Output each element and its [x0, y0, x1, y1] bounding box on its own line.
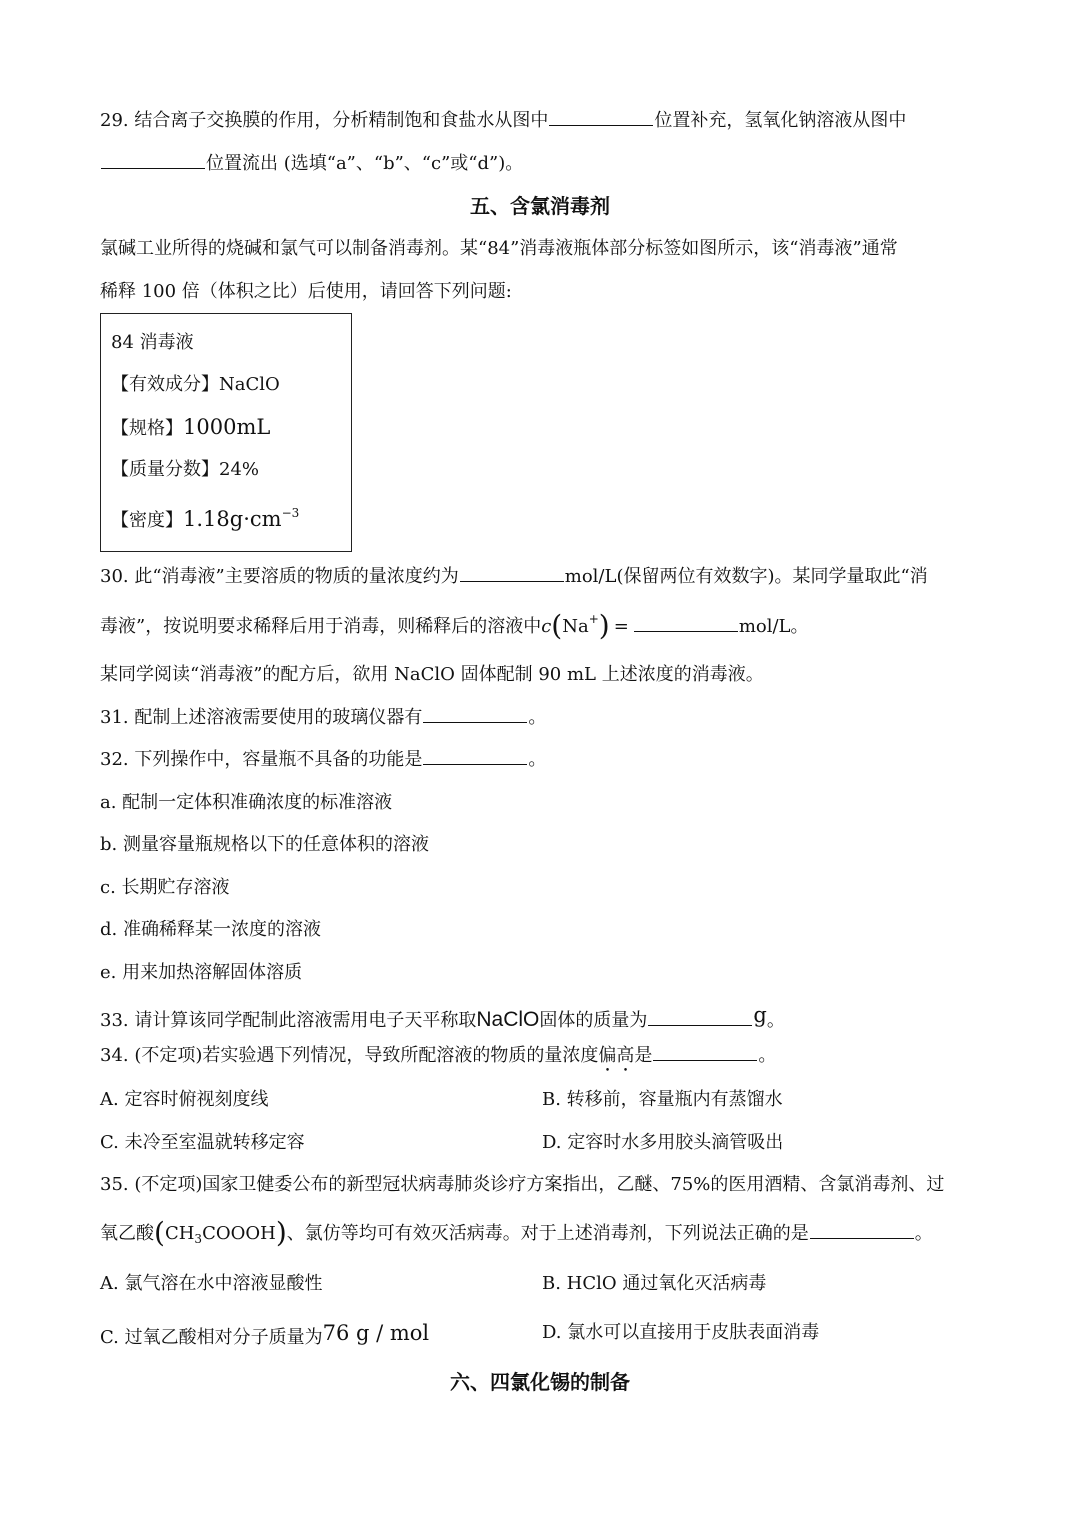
q34-text-1: 34. (不定项)若实验遇下列情况，导致所配溶液的物质的量浓度	[100, 1045, 599, 1066]
label-ingredient-key: 【有效成分】	[111, 374, 219, 395]
q30-text-3: 毒液”，按说明要求稀释后用于消毒，则稀释后的溶液中	[100, 616, 542, 637]
q35-option-c-value: 76 g / mol	[322, 1321, 430, 1345]
q32-text-2: 。	[528, 749, 547, 770]
intro-line-1: 氯碱工业所得的烧碱和氯气可以制备消毒剂。某“84”消毒液瓶体部分标签如图所示，该“消毒液”通常	[100, 238, 898, 259]
q35-text-pre: 氧乙酸	[100, 1223, 154, 1244]
section-6-heading: 六、四氯化锡的制备	[450, 1370, 630, 1394]
label-spec-key: 【规格】	[111, 418, 183, 439]
q33-answer-blank[interactable]	[648, 1024, 752, 1026]
q30-text-4: mol/L。	[738, 616, 809, 637]
label-ingredient-value: NaClO	[219, 374, 280, 395]
q35-formula-a: CH	[164, 1223, 195, 1244]
q34-text-2: 是	[634, 1045, 653, 1066]
label-product-name: 84 消毒液	[111, 332, 194, 353]
open-paren-icon: (	[551, 609, 563, 642]
question-35-line-1: 35. (不定项)国家卫健委公布的新型冠状病毒肺炎诊疗方案指出，乙醚、75%的医用酒精、含氯消毒剂、过	[100, 1174, 945, 1195]
q30-text-2: mol/L(保留两位有效数字)。某同学量取此“消	[564, 566, 928, 587]
label-mass-value: 24%	[219, 459, 260, 480]
label-mass-fraction	[111, 457, 259, 483]
q35-text-post: 、氯仿等均可有效灭活病毒。对于上述消毒剂，下列说法正确的是	[286, 1223, 809, 1244]
q32-option-b: b. 测量容量瓶规格以下的任意体积的溶液	[100, 834, 429, 855]
q29-text-1: 29. 结合离子交换膜的作用，分析精制饱和食盐水从图中	[100, 110, 549, 131]
question-30-line-2	[100, 609, 809, 642]
q35-text-end: 。	[914, 1223, 933, 1244]
note-line: 某同学阅读“消毒液”的配方后，欲用 NaClO 固体配制 90 mL 上述浓度的消毒液。	[100, 664, 764, 685]
q35-option-a: A. 氯气溶在水中溶液显酸性	[100, 1273, 323, 1294]
q33-formula: NaClO	[476, 1008, 540, 1031]
question-29-line-2	[100, 151, 523, 177]
q29-text-3: 位置流出 (选填“a”、“b”、“c”或“d”)。	[206, 153, 524, 174]
q30-answer-blank-2[interactable]	[634, 630, 738, 632]
q29-answer-blank-2[interactable]	[101, 167, 205, 169]
q34-emphasis: 偏高	[598, 1045, 635, 1066]
q35-formula-subscript: 3	[194, 1232, 203, 1246]
q32-option-a: a. 配制一定体积准确浓度的标准溶液	[100, 792, 393, 813]
q34-option-d: D. 定容时水多用胶头滴管吸出	[542, 1132, 784, 1153]
q31-text-2: 。	[528, 707, 547, 728]
q35-answer-blank[interactable]	[810, 1237, 914, 1239]
label-spec	[111, 414, 270, 442]
q32-option-e: e. 用来加热溶解固体溶质	[100, 962, 303, 983]
section-5-heading: 五、含氯消毒剂	[470, 194, 610, 218]
q34-text-3: 。	[758, 1045, 777, 1066]
close-paren-icon: )	[275, 1216, 287, 1249]
open-paren-icon: (	[154, 1216, 165, 1249]
label-ingredient	[111, 372, 280, 398]
question-32	[100, 747, 546, 773]
question-35-line-2	[100, 1216, 933, 1249]
q29-text-2: 位置补充，氢氧化钠溶液从图中	[654, 110, 907, 131]
q35-option-d: D. 氯水可以直接用于皮肤表面消毒	[542, 1322, 820, 1343]
q31-answer-blank[interactable]	[423, 721, 527, 723]
intro-line-2: 稀释 100 倍（体积之比）后使用，请回答下列问题:	[100, 281, 512, 302]
question-31	[100, 705, 546, 731]
label-density	[111, 506, 299, 534]
q30-answer-blank-1[interactable]	[460, 580, 564, 582]
label-density-exponent: −3	[281, 506, 300, 520]
q32-answer-blank[interactable]	[423, 763, 527, 765]
q33-text-3: 。	[766, 1010, 785, 1031]
q33-text-1: 33. 请计算该同学配制此溶液需用电子天平称取	[100, 1010, 477, 1031]
q30-equals: =	[613, 616, 629, 637]
q33-unit: g	[753, 1003, 767, 1027]
close-paren-icon: )	[598, 609, 610, 642]
q30-c-symbol: c	[541, 616, 552, 637]
q30-ion-charge: +	[588, 612, 599, 626]
label-spec-value: 1000mL	[183, 415, 271, 439]
q34-option-c: C. 未冷至室温就转移定容	[100, 1132, 305, 1153]
question-33	[100, 1002, 785, 1034]
q30-ion: Na	[562, 616, 589, 637]
question-29-line-1	[100, 108, 906, 134]
q34-option-a: A. 定容时俯视刻度线	[100, 1089, 269, 1110]
q35-option-c-text: C. 过氧乙酸相对分子质量为	[100, 1327, 323, 1348]
disinfectant-label-box	[100, 313, 352, 552]
q34-answer-blank[interactable]	[653, 1059, 757, 1061]
question-30-line-1	[100, 564, 928, 590]
q35-option-b: B. HClO 通过氧化灭活病毒	[542, 1273, 767, 1294]
question-34	[100, 1043, 776, 1076]
q29-answer-blank-1[interactable]	[549, 124, 653, 126]
q34-option-b: B. 转移前，容量瓶内有蒸馏水	[542, 1089, 783, 1110]
q35-formula-b: COOOH	[202, 1223, 276, 1244]
q32-option-d: d. 准确稀释某一浓度的溶液	[100, 919, 321, 940]
q30-text-1: 30. 此“消毒液”主要溶质的物质的量浓度约为	[100, 566, 459, 587]
q33-text-2: 固体的质量为	[539, 1010, 648, 1031]
label-density-key: 【密度】	[111, 510, 183, 531]
q35-option-c	[100, 1320, 429, 1351]
q32-option-c: c. 长期贮存溶液	[100, 877, 230, 898]
q32-text-1: 32. 下列操作中，容量瓶不具备的功能是	[100, 749, 423, 770]
label-density-value: 1.18g·cm	[183, 507, 282, 531]
q31-text-1: 31. 配制上述溶液需要使用的玻璃仪器有	[100, 707, 423, 728]
label-mass-key: 【质量分数】	[111, 459, 219, 480]
